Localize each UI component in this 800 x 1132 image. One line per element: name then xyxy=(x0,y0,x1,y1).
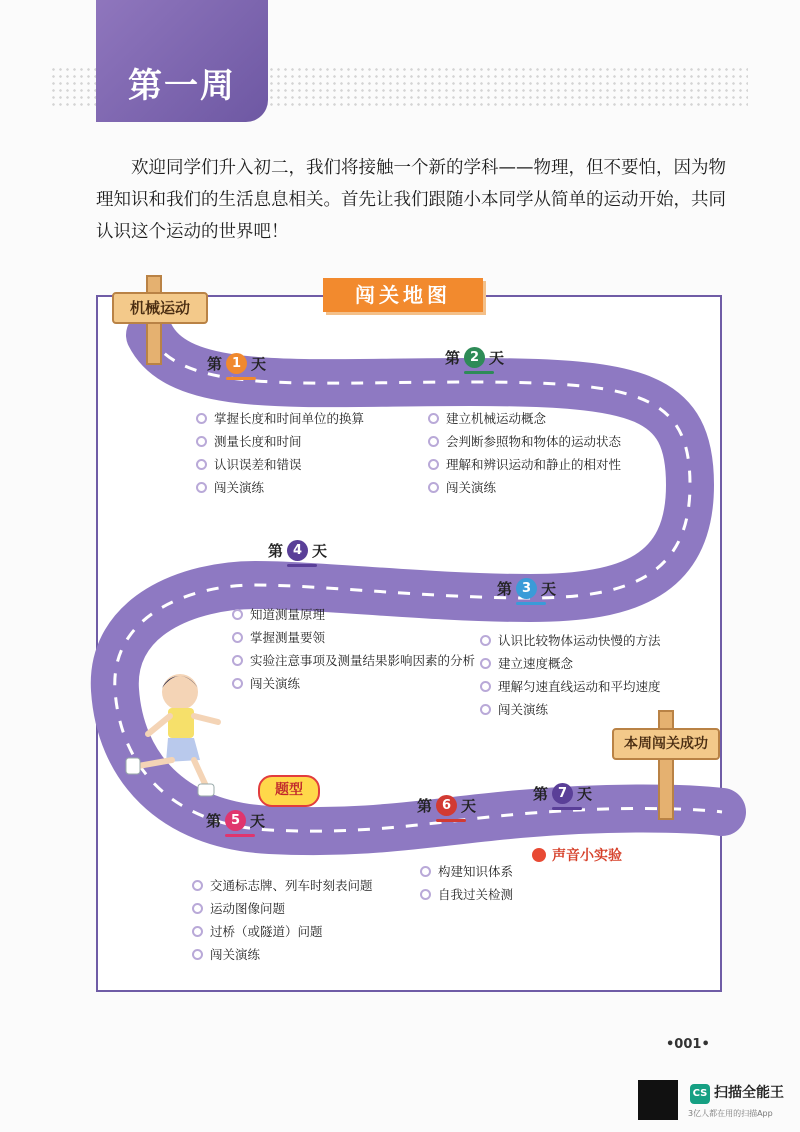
day-suffix: 天 xyxy=(251,355,267,373)
question-type-badge: 题型 xyxy=(258,775,320,807)
day-prefix: 第 xyxy=(445,349,461,367)
day-suffix: 天 xyxy=(489,349,505,367)
day-5-underline xyxy=(225,834,255,837)
day-6-label xyxy=(417,795,476,816)
day-3-underline xyxy=(516,602,546,605)
day-7-label xyxy=(533,783,592,804)
day-6-pin: 6 xyxy=(436,795,457,816)
camscanner-logo-icon: CS xyxy=(690,1084,710,1104)
bullet-icon xyxy=(428,436,439,447)
bullet-icon xyxy=(196,482,207,493)
bullet-icon xyxy=(480,635,491,646)
day-suffix: 天 xyxy=(250,812,266,830)
day-prefix: 第 xyxy=(417,797,433,815)
day-4-label xyxy=(268,540,327,561)
day-2-label xyxy=(445,347,504,368)
end-sign-post xyxy=(658,710,674,820)
list-item: 知道测量原理 xyxy=(232,603,475,626)
list-item: 测量长度和时间 xyxy=(196,430,364,453)
list-item: 闯关演练 xyxy=(196,476,364,499)
day-suffix: 天 xyxy=(461,797,477,815)
day-3-pin: 3 xyxy=(516,578,537,599)
day-2-underline xyxy=(464,371,494,374)
list-item: 闯关演练 xyxy=(192,943,373,966)
day-prefix: 第 xyxy=(268,542,284,560)
bullet-icon xyxy=(480,658,491,669)
day-3-label xyxy=(497,578,556,599)
bullet-icon xyxy=(480,681,491,692)
day-6-list xyxy=(420,860,513,906)
day-4-underline xyxy=(287,564,317,567)
list-item: 认识比较物体运动快慢的方法 xyxy=(480,629,661,652)
brand-tagline: 3亿人都在用的扫描App xyxy=(688,1109,773,1118)
award-ribbon-icon xyxy=(532,848,546,862)
map-banner: 闯关地图 xyxy=(323,278,483,312)
list-item: 闯关演练 xyxy=(428,476,621,499)
list-item: 认识误差和错误 xyxy=(196,453,364,476)
list-item: 建立速度概念 xyxy=(480,652,661,675)
day-5-list xyxy=(192,874,373,966)
day-prefix: 第 xyxy=(206,812,222,830)
bullet-icon xyxy=(192,880,203,891)
page-number: •001• xyxy=(666,1037,710,1052)
bullet-icon xyxy=(480,704,491,715)
day-2-list xyxy=(428,407,621,499)
day-5-pin: 5 xyxy=(225,810,246,831)
list-item: 掌握长度和时间单位的换算 xyxy=(196,407,364,430)
day-prefix: 第 xyxy=(533,785,549,803)
bullet-icon xyxy=(428,413,439,424)
day-suffix: 天 xyxy=(312,542,328,560)
bullet-icon xyxy=(428,482,439,493)
day-6-underline xyxy=(436,819,466,822)
bullet-icon xyxy=(196,436,207,447)
bullet-icon xyxy=(196,459,207,470)
bullet-icon xyxy=(192,903,203,914)
day-prefix: 第 xyxy=(497,580,513,598)
bullet-icon xyxy=(192,926,203,937)
day-1-list xyxy=(196,407,364,499)
bullet-icon xyxy=(232,655,243,666)
end-sign: 本周闯关成功 xyxy=(612,728,720,760)
day-suffix: 天 xyxy=(577,785,593,803)
list-item: 理解和辨识运动和静止的相对性 xyxy=(428,453,621,476)
list-item: 自我过关检测 xyxy=(420,883,513,906)
day-1-pin: 1 xyxy=(226,353,247,374)
day-4-pin: 4 xyxy=(287,540,308,561)
list-item: 交通标志牌、列车时刻表问题 xyxy=(192,874,373,897)
bullet-icon xyxy=(232,632,243,643)
list-item: 构建知识体系 xyxy=(420,860,513,883)
bullet-icon xyxy=(196,413,207,424)
day-2-pin: 2 xyxy=(464,347,485,368)
list-item: 实验注意事项及测量结果影响因素的分析 xyxy=(232,649,475,672)
bullet-icon xyxy=(428,459,439,470)
bullet-icon xyxy=(420,889,431,900)
day-5-label xyxy=(206,810,265,831)
brand-name: 扫描全能王 xyxy=(714,1085,784,1101)
day-suffix: 天 xyxy=(541,580,557,598)
start-sign: 机械运动 xyxy=(112,292,208,324)
list-item: 掌握测量要领 xyxy=(232,626,475,649)
day-3-list xyxy=(480,629,661,721)
bullet-icon xyxy=(232,678,243,689)
list-item: 建立机械运动概念 xyxy=(428,407,621,430)
list-item: 过桥（或隧道）问题 xyxy=(192,920,373,943)
day-1-label xyxy=(207,353,266,374)
qr-code-icon xyxy=(638,1080,678,1120)
list-item: 会判断参照物和物体的运动状态 xyxy=(428,430,621,453)
bullet-icon xyxy=(232,609,243,620)
list-item: 运动图像问题 xyxy=(192,897,373,920)
bullet-icon xyxy=(192,949,203,960)
day-prefix: 第 xyxy=(207,355,223,373)
day-7-underline xyxy=(552,807,582,810)
list-item: 闯关演练 xyxy=(480,698,661,721)
intro-paragraph: 欢迎同学们升入初二，我们将接触一个新的学科——物理，但不要怕，因为物理知识和我们的生活息息相关。首先让我们跟随小本同学从简单的运动开始，共同认识这个运动的世界吧！ xyxy=(96,158,726,242)
day-7-pin: 7 xyxy=(552,783,573,804)
sound-experiment-label: 声音小实验 xyxy=(532,845,622,865)
day-1-underline xyxy=(226,377,256,380)
day-4-list xyxy=(232,603,475,695)
week-title: 第一周 xyxy=(128,66,236,106)
list-item: 理解匀速直线运动和平均速度 xyxy=(480,675,661,698)
bullet-icon xyxy=(420,866,431,877)
list-item: 闯关演练 xyxy=(232,672,475,695)
